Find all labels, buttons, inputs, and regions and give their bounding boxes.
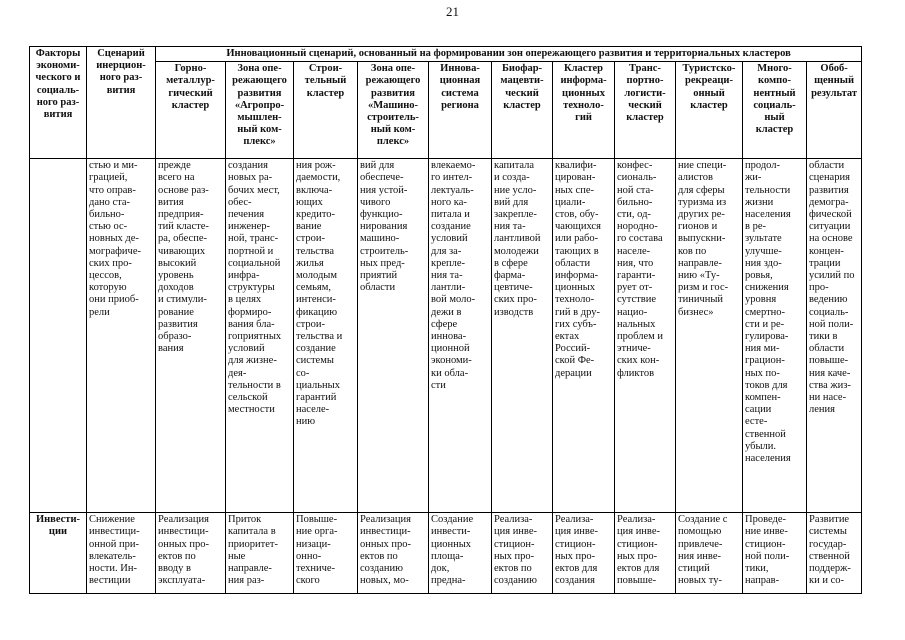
table-cell: Проведе- ние инве- стицион- ной поли- тики, направ- (743, 513, 807, 594)
inertial-cell: стью и ми- грацией, что оправ- дано ста- бильно- стью ос- новных де- мографиче- ских про- цессов, которую они приоб- рели (87, 159, 156, 513)
scenario-table (29, 46, 862, 594)
table-cell: Реализа- ция инве- стицион- ных про- ектов для создания (553, 513, 615, 594)
table-cell: влекаемо- го интел- лектуаль- ного ка- питала и создание условий для за- крепле- ния та- лантли- вой моло- дежи в сфере иннова- ционной экономи- ки обла- сти (429, 159, 492, 513)
table-cell: продол- жи- тельности жизни населения в ре- зультате улучше- ния здо- ровья, снижения уровня смертно- сти и ре- гулирова- ния ми- грацион- ных по- токов для компен- сации есте- ственной убыли. населения (743, 159, 807, 513)
column-header: Горно- металлур- гический кластер (156, 62, 226, 159)
table-cell: Реализа- ция инве- стицион- ных про- ектов для повыше- (615, 513, 676, 594)
table-row (30, 159, 862, 513)
table-cell: прежде всего на основе раз- вития предприя- тий класте- ра, обеспе- чивающих высокий уровень доходов и стимули- рование развития образо- вания (156, 159, 226, 513)
table-cell: квалифи- цирован- ных спе- циали- стов, обу- чающихся или рабо- тающих в области информа- ционных техноло- гий в дру- гих субъ- ектах Россий- ской Фе- дерации (553, 159, 615, 513)
inertial-cell: Снижение инвестици- онной при- влекатель- ности. Ин- вестиции (87, 513, 156, 594)
table-cell: Повыше- ние орга- низаци- онно- техниче- ского (294, 513, 358, 594)
page-number: 21 (446, 4, 459, 19)
column-header: Туристско- рекреаци- онный кластер (676, 62, 743, 159)
table-cell: капитала и созда- ние усло- вий для закрепле- ния та- лантливой молодежи в сфере фарма- цевтиче- ских про- изводств (492, 159, 553, 513)
table-cell: Создание инвести- ционных площа- док, предна- (429, 513, 492, 594)
table-cell: конфес- сиональ- ной ста- бильно- сти, од- нородно- го состава населе- ния, что гаранти- рует от- сутствие нацио- нальных проблем и этниче- ских кон- фликтов (615, 159, 676, 513)
header-factors: Факторы экономи- ческого и социаль- ного раз- вития (30, 47, 87, 159)
column-header: Обоб- щенный результат (807, 62, 862, 159)
table-cell: области сценария развития демогра- фической ситуации на основе концен- трации усилий по про- ведению социаль- ной поли- тики в области повыше- ния каче- ства жиз- ни насе- ления (807, 159, 862, 513)
table-cell: Приток капитала в приоритет- ные направле- ния раз- (226, 513, 294, 594)
table-cell: вий для обеспече- ния устой- чивого функцио- нирования машино- строитель- ных пред- приятий области (358, 159, 429, 513)
table-cell: ния рож- даемости, включа- ющих кредито- вание строи- тельства жилья молодым семьям, интенси- фикацию строи- тельства и создание системы со- циальных гарантий населе- нию (294, 159, 358, 513)
table-cell: Развитие системы государ- ственной поддерж- ки и со- (807, 513, 862, 594)
column-header: Зона опе- режающего развития «Агропро- мышлен- ный ком- плекс» (226, 62, 294, 159)
table-cell: ние специ- алистов для сферы туризма из других ре- гионов и выпускни- ков по направле- нию «Ту- ризм и гос- тиничный бизнес» (676, 159, 743, 513)
table-cell: Реализация инвестици- онных про- ектов по созданию новых, мо- (358, 513, 429, 594)
table-cell: Реализация инвестици- онных про- ектов по вводу в эксплуата- (156, 513, 226, 594)
column-header: Кластер информа- ционных техноло- гий (553, 62, 615, 159)
header-inertial-scenario: Сценарий инерцион- ного раз- вития (87, 47, 156, 159)
column-header: Много- компо- нентный социаль- ный кластер (743, 62, 807, 159)
table-row (30, 513, 862, 594)
row-factor-cell: Инвести- ции (30, 513, 87, 594)
column-header: Зона опе- режающего развития «Машино- строитель- ный ком- плекс» (358, 62, 429, 159)
column-header: Биофар- мацевти- ческий кластер (492, 62, 553, 159)
header-innovation-scenario: Инновационный сценарий, основанный на формировании зон опережающего развития и территориальных кластеров (156, 47, 862, 62)
column-header: Транс- портно- логисти- ческий кластер (615, 62, 676, 159)
column-header: Иннова- ционная система региона (429, 62, 492, 159)
table-cell: создания новых ра- бочих мест, обес- печения инженер- ной, транс- портной и социальной инфра- структуры в целях формиро- вания бла- гоприятных условий для жизне- дея- тельности в сельской местности (226, 159, 294, 513)
table-cell: Создание с помощью привлече- ния инве- стиций новых ту- (676, 513, 743, 594)
column-header: Строи- тельный кластер (294, 62, 358, 159)
table-cell: Реализа- ция инве- стицион- ных про- ектов по созданию (492, 513, 553, 594)
row-factor-cell (30, 159, 87, 513)
